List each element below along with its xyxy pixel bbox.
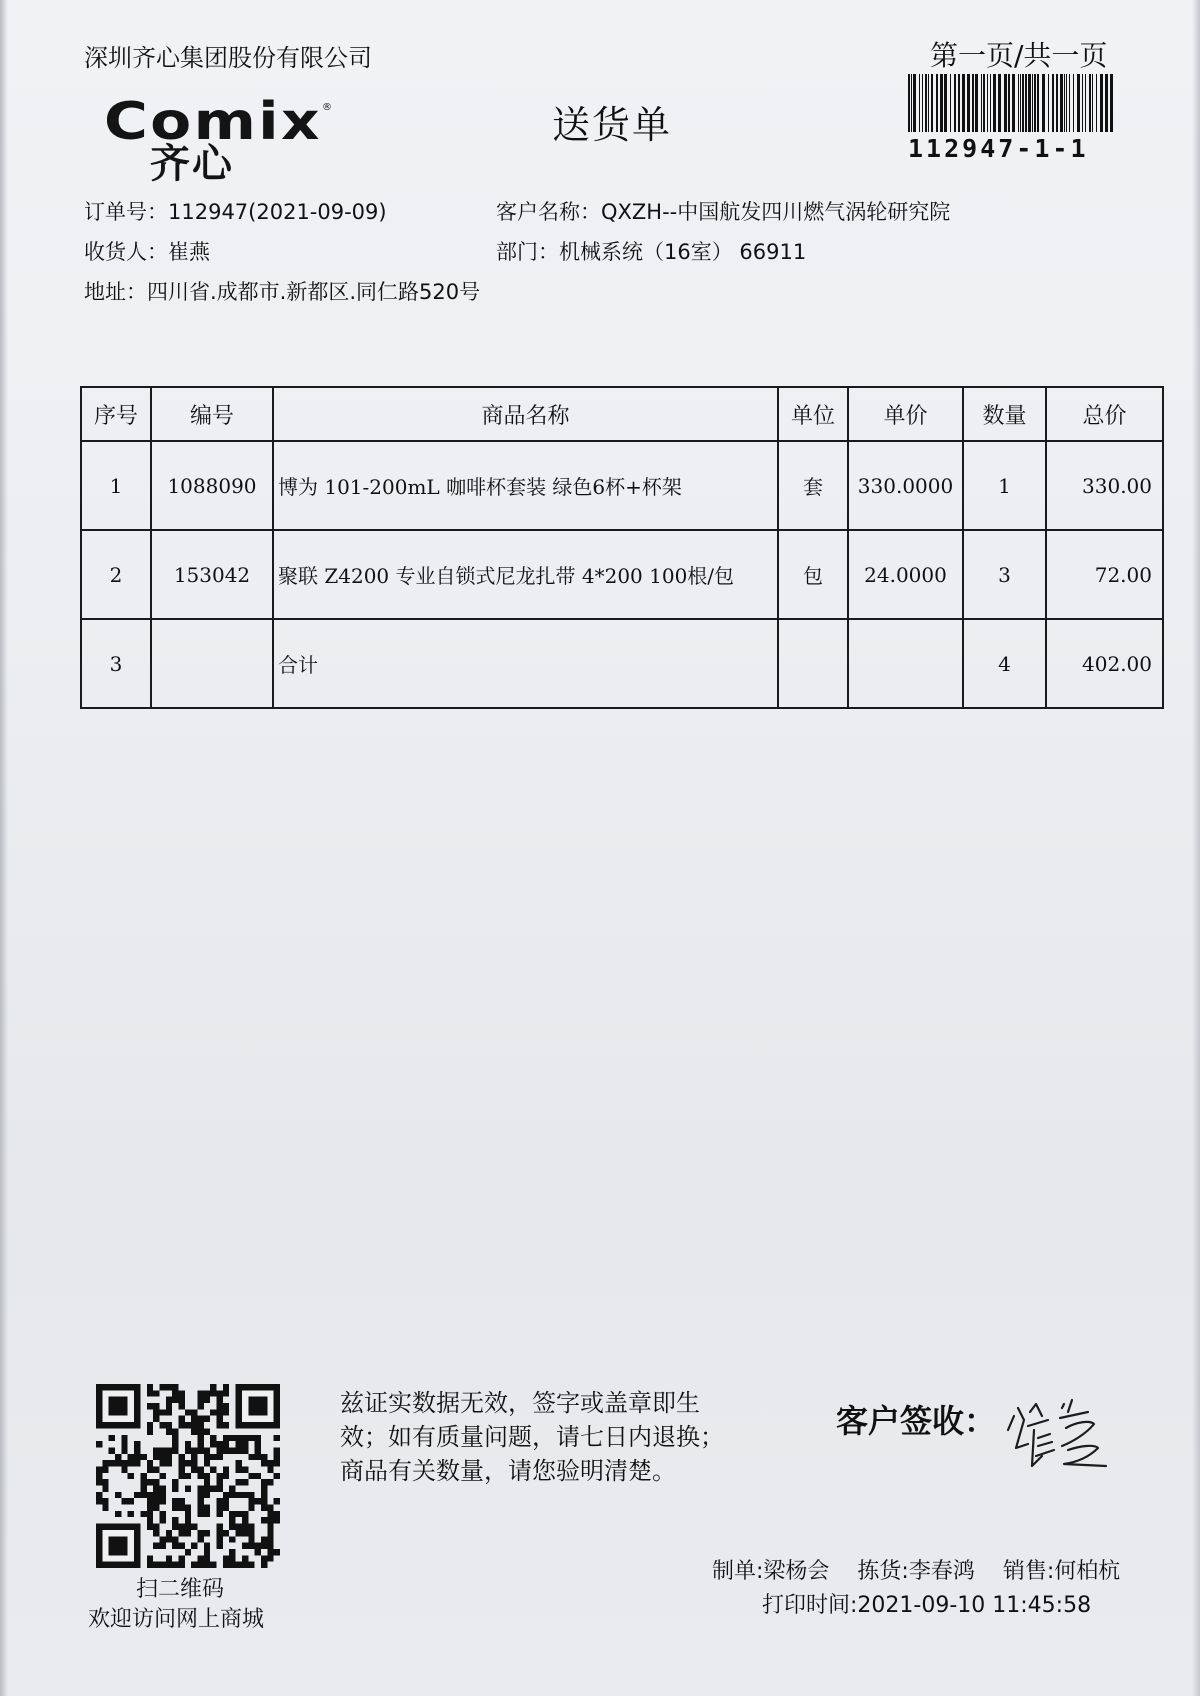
customer-sign-label: 客户签收：: [836, 1402, 997, 1440]
cell-quantity: 4: [963, 619, 1046, 708]
cell-seq: 2: [81, 530, 151, 619]
table-row: [81, 619, 1163, 708]
header-unit: 单位: [778, 387, 848, 441]
qr-caption-mall: 欢迎访问网上商城: [88, 1607, 265, 1632]
address: 地址：四川省.成都市.新都区.同仁路520号: [84, 280, 481, 304]
qr-caption-scan: 扫二维码: [136, 1577, 225, 1602]
header-code: 编号: [151, 387, 273, 441]
page-indicator: 第一页/共一页: [930, 39, 1108, 72]
registered-mark-icon: ®: [322, 102, 332, 113]
print-time: 打印时间:2021-09-10 11:45:58: [762, 1593, 1092, 1618]
cell-unit-price: 24.0000: [848, 530, 963, 619]
cell-product-name: 博为 101-200mL 咖啡杯套装 绿色6杯+杯架: [273, 441, 778, 530]
sales: 销售:何柏杭: [1002, 1559, 1121, 1584]
cell-code: [151, 619, 273, 708]
handwritten-signature: [1002, 1386, 1122, 1476]
customer-name: 客户名称：QXZH--中国航发四川燃气涡轮研究院: [496, 200, 951, 224]
header-seq: 序号: [81, 387, 151, 441]
cell-unit: 套: [778, 441, 848, 530]
header-unit-price: 单价: [848, 387, 963, 441]
cell-unit-price: [848, 619, 963, 708]
cell-code: 153042: [151, 530, 273, 619]
document-title: 送货单: [552, 103, 673, 147]
cell-product-name: 合计: [273, 619, 778, 708]
cell-seq: 3: [81, 619, 151, 708]
table-header-row: [81, 387, 1163, 441]
notice-text: 兹证实数据无效，签字或盖章即生效；如有质量问题，请七日内退换；商品有关数量，请您验明清楚。: [340, 1389, 724, 1485]
barcode-icon: [908, 74, 1118, 132]
table-row: [81, 530, 1163, 619]
picker: 拣货:李春鸿: [857, 1559, 975, 1584]
staff-line: [712, 1554, 1120, 1585]
company-name: 深圳齐心集团股份有限公司: [84, 44, 372, 72]
items-table: [80, 386, 1164, 709]
cell-quantity: 3: [963, 530, 1046, 619]
header-quantity: 数量: [963, 387, 1046, 441]
cell-total-price: 402.00: [1046, 619, 1163, 708]
department: 部门：机械系统（16室） 66911: [496, 240, 807, 264]
cell-seq: 1: [81, 441, 151, 530]
order-number: 订单号：112947(2021-09-09): [84, 200, 387, 224]
page-edge-shadow-right: [1192, 0, 1200, 1696]
cell-unit: [778, 619, 848, 708]
cell-quantity: 1: [963, 441, 1046, 530]
header-total-price: 总价: [1046, 387, 1163, 441]
cell-product-name: 聚联 Z4200 专业自锁式尼龙扎带 4*200 100根/包: [273, 530, 778, 619]
cell-total-price: 330.00: [1046, 441, 1163, 530]
prepared-by: 制单:梁杨会: [712, 1559, 830, 1584]
page-edge-shadow-left: [0, 0, 8, 1696]
logo-brand-cn-text: 齐心: [150, 141, 234, 187]
table-row: [81, 441, 1163, 530]
cell-code: 1088090: [151, 441, 273, 530]
cell-unit-price: 330.0000: [848, 441, 963, 530]
cell-unit: 包: [778, 530, 848, 619]
header-product-name: 商品名称: [273, 387, 778, 441]
comix-logo: [104, 92, 334, 188]
logo-brand-text: Comix: [104, 92, 322, 152]
barcode-number: 112947-1-1: [908, 134, 1089, 163]
qr-code-icon: [96, 1384, 280, 1568]
receiver: 收货人：崔燕: [84, 240, 210, 264]
cell-total-price: 72.00: [1046, 530, 1163, 619]
